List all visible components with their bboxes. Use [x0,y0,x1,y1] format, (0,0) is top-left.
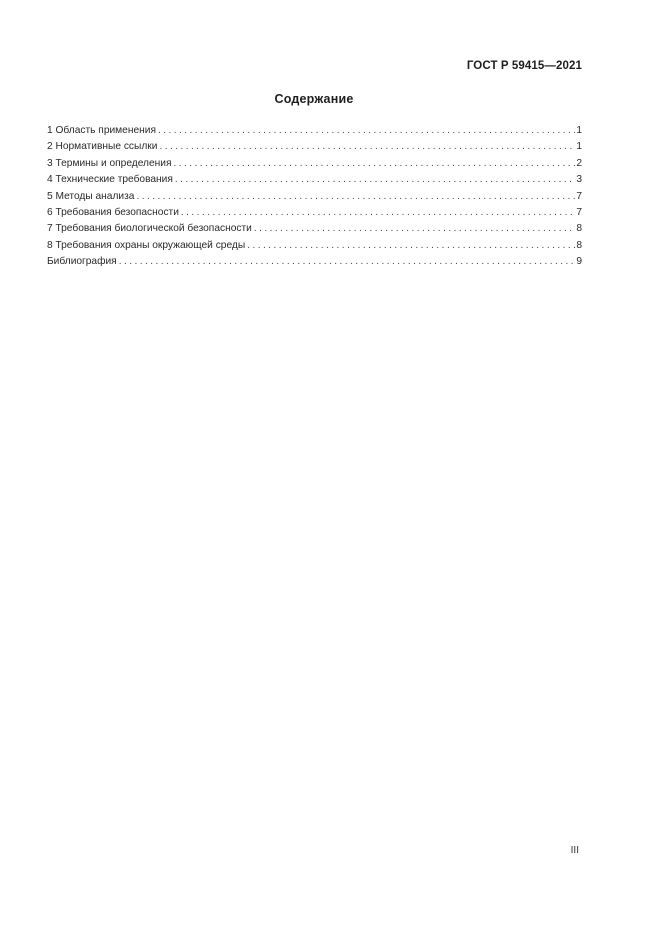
toc-dot-leader [254,221,576,237]
toc-entry-page: 8 [576,223,582,235]
toc-entry[interactable] [47,221,582,237]
toc-entry[interactable] [47,254,582,270]
toc-entry-page: 7 [576,206,582,218]
toc-entry-page: 1 [576,125,582,136]
toc-entry-page: 8 [576,239,582,251]
toc-dot-leader [136,189,575,205]
toc-dot-leader [173,156,575,172]
toc-entry[interactable] [47,189,582,205]
toc-entry[interactable] [47,156,582,172]
toc-entry-page: 3 [576,174,582,186]
document-code-header: ГОСТ Р 59415—2021 [466,60,582,72]
toc-entry[interactable] [47,238,582,254]
toc-entry-page: 1 [576,141,582,153]
toc-entry[interactable] [47,172,582,188]
toc-entry[interactable] [47,139,582,155]
toc-entry[interactable] [47,123,582,139]
toc-entry-label: 2 Нормативные ссылки [47,141,158,153]
toc-entry[interactable] [47,205,582,221]
toc-dot-leader [181,205,575,221]
toc-entry-label: 8 Требования охраны окружающей среды [47,239,246,251]
toc-title: Содержание [274,92,354,106]
toc-entry-page: 7 [576,190,582,202]
table-of-contents [47,123,582,271]
toc-entry-label: 6 Требования безопасности [47,206,179,218]
toc-dot-leader [175,172,575,188]
toc-entry-label: 4 Технические требования [47,174,173,186]
toc-dot-leader [119,254,576,270]
toc-dot-leader [247,238,575,254]
toc-entry-label: 5 Методы анализа [47,190,135,202]
toc-entry-label: 3 Термины и определения [47,157,172,169]
toc-entry-page: 2 [576,157,582,169]
toc-entry-page: 9 [576,256,582,268]
toc-entry-label: Библиография [47,256,117,268]
toc-entry-label: 1 Область применения [47,125,156,136]
toc-entry-label: 7 Требования биологической безопасности [47,223,252,235]
toc-dot-leader [159,139,575,155]
page-number: III [570,845,579,856]
toc-dot-leader [158,123,575,139]
